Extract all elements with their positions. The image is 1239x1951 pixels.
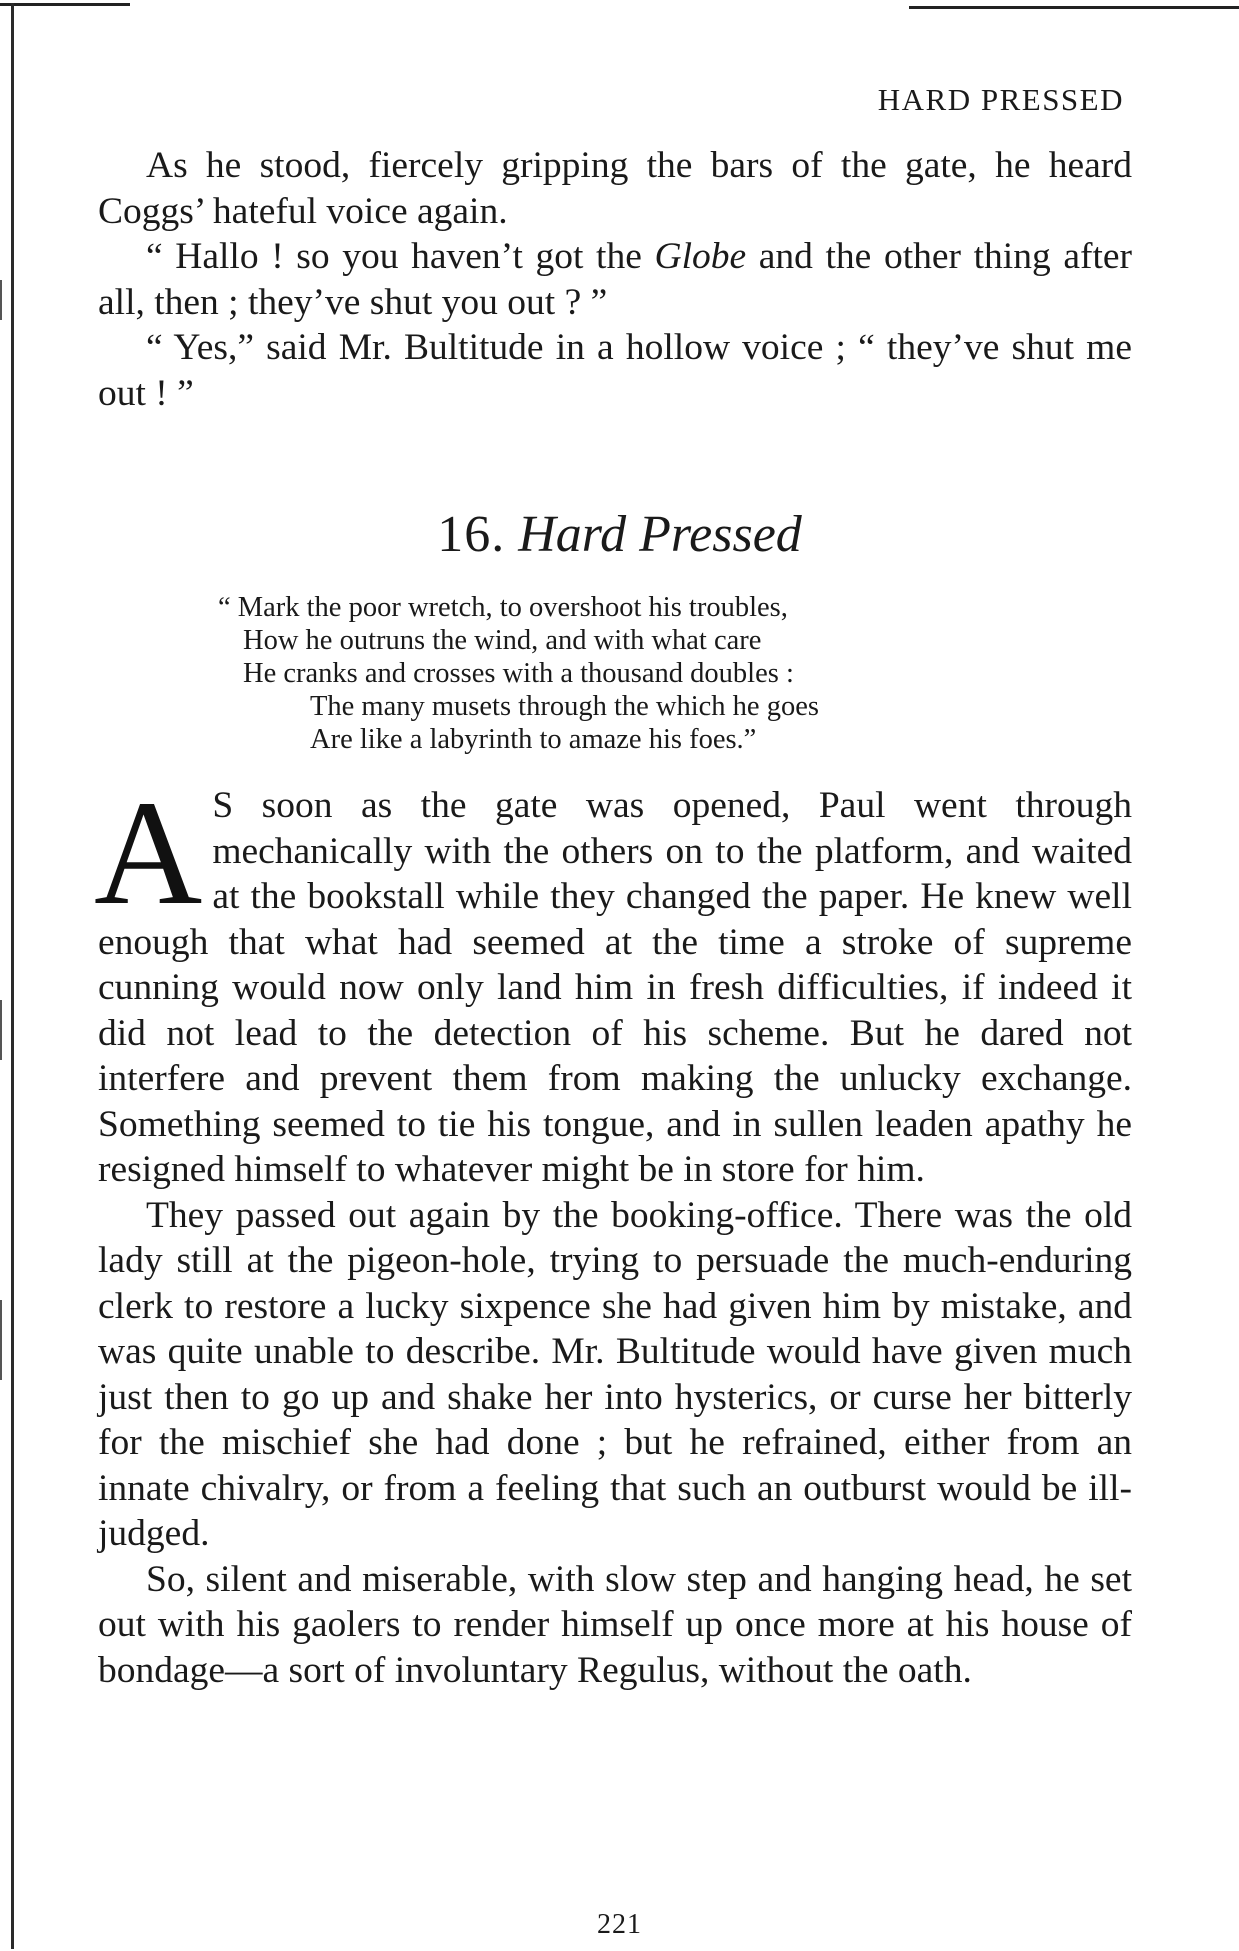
epigraph-line: The many musets through the which he goes: [310, 691, 819, 722]
chapter-number: 16.: [437, 506, 506, 563]
paragraph: So, silent and miserable, with slow step and hanging head, he set out with his gaolers to render himself up once more at his house of bondage—a sort of involuntary Regulus, without the oath.: [98, 1558, 1132, 1691]
epigraph-line: He cranks and crosses with a thousand doubles :: [243, 658, 794, 689]
hallo-text-before: “ Hallo ! so you haven’t got the: [146, 236, 655, 277]
epigraph-line: How he outruns the wind, and with what care: [243, 625, 762, 656]
running-head: HARD PRESSED: [877, 82, 1124, 117]
epigraph-line: “ Mark the poor wretch, to overshoot his troubles,: [218, 592, 788, 623]
scan-gutter-mark: [0, 280, 2, 320]
epigraph-line: Are like a labyrinth to amaze his foes.”: [310, 724, 757, 755]
scan-edge-top-left: [0, 3, 130, 6]
hallo-text-after: and the other thing after all, then ; they’ve shut you out ? ”: [98, 236, 1133, 323]
chapter-body: [94, 770, 1132, 1693]
scan-gutter-mark: [0, 1000, 2, 1060]
newspaper-title: Globe: [654, 236, 747, 277]
scan-gutter-mark: [0, 1300, 2, 1380]
chapter-heading: [0, 505, 1239, 564]
page-number: 221: [597, 1909, 642, 1940]
scan-edge-left: [11, 3, 14, 1949]
first-paragraph-text: S soon as the gate was opened, Paul went through mechanically with the others on to the platform, and waited at the bookstall while they changed the paper. He knew well enough that what had seemed at the time a stroke of supreme cunning would now only land him in fresh difficulties, if indeed it did not lead to the detection of his scheme. But he dared not interfere and prevent them from making the unlucky exchange. Something seemed to tie his tongue, and in sullen leaden apathy he resigned himself to whatever might be in store for him.: [98, 785, 1132, 1190]
epigraph: [218, 591, 1018, 756]
paragraph-hallo: [98, 234, 1132, 325]
paragraph: As he stood, fiercely gripping the bars of the gate, he heard Coggs’ hateful voice again.: [98, 145, 1132, 232]
paragraph: “ Yes,” said Mr. Bultitude in a hollow voice ; “ they’ve shut me out ! ”: [98, 327, 1132, 414]
scan-edge-top-right: [909, 6, 1239, 9]
opening-text: [98, 143, 1132, 416]
drop-cap: A: [94, 770, 203, 936]
chapter-title: Hard Pressed: [518, 506, 802, 563]
paragraph: They passed out again by the booking-office. There was the old lady still at the pigeon-hole, trying to persuade the much-enduring clerk to restore a lucky sixpence she had given him by mistake, and was quite unable to describe. Mr. Bultitude would have given much just then to go up and shake her into hysterics, or curse her bitterly for the mischief she had done ; but he refrained, either from an innate chivalry, or from a feeling that such an outburst would be ill-judged.: [98, 1194, 1132, 1554]
first-paragraph: [94, 770, 1132, 1193]
